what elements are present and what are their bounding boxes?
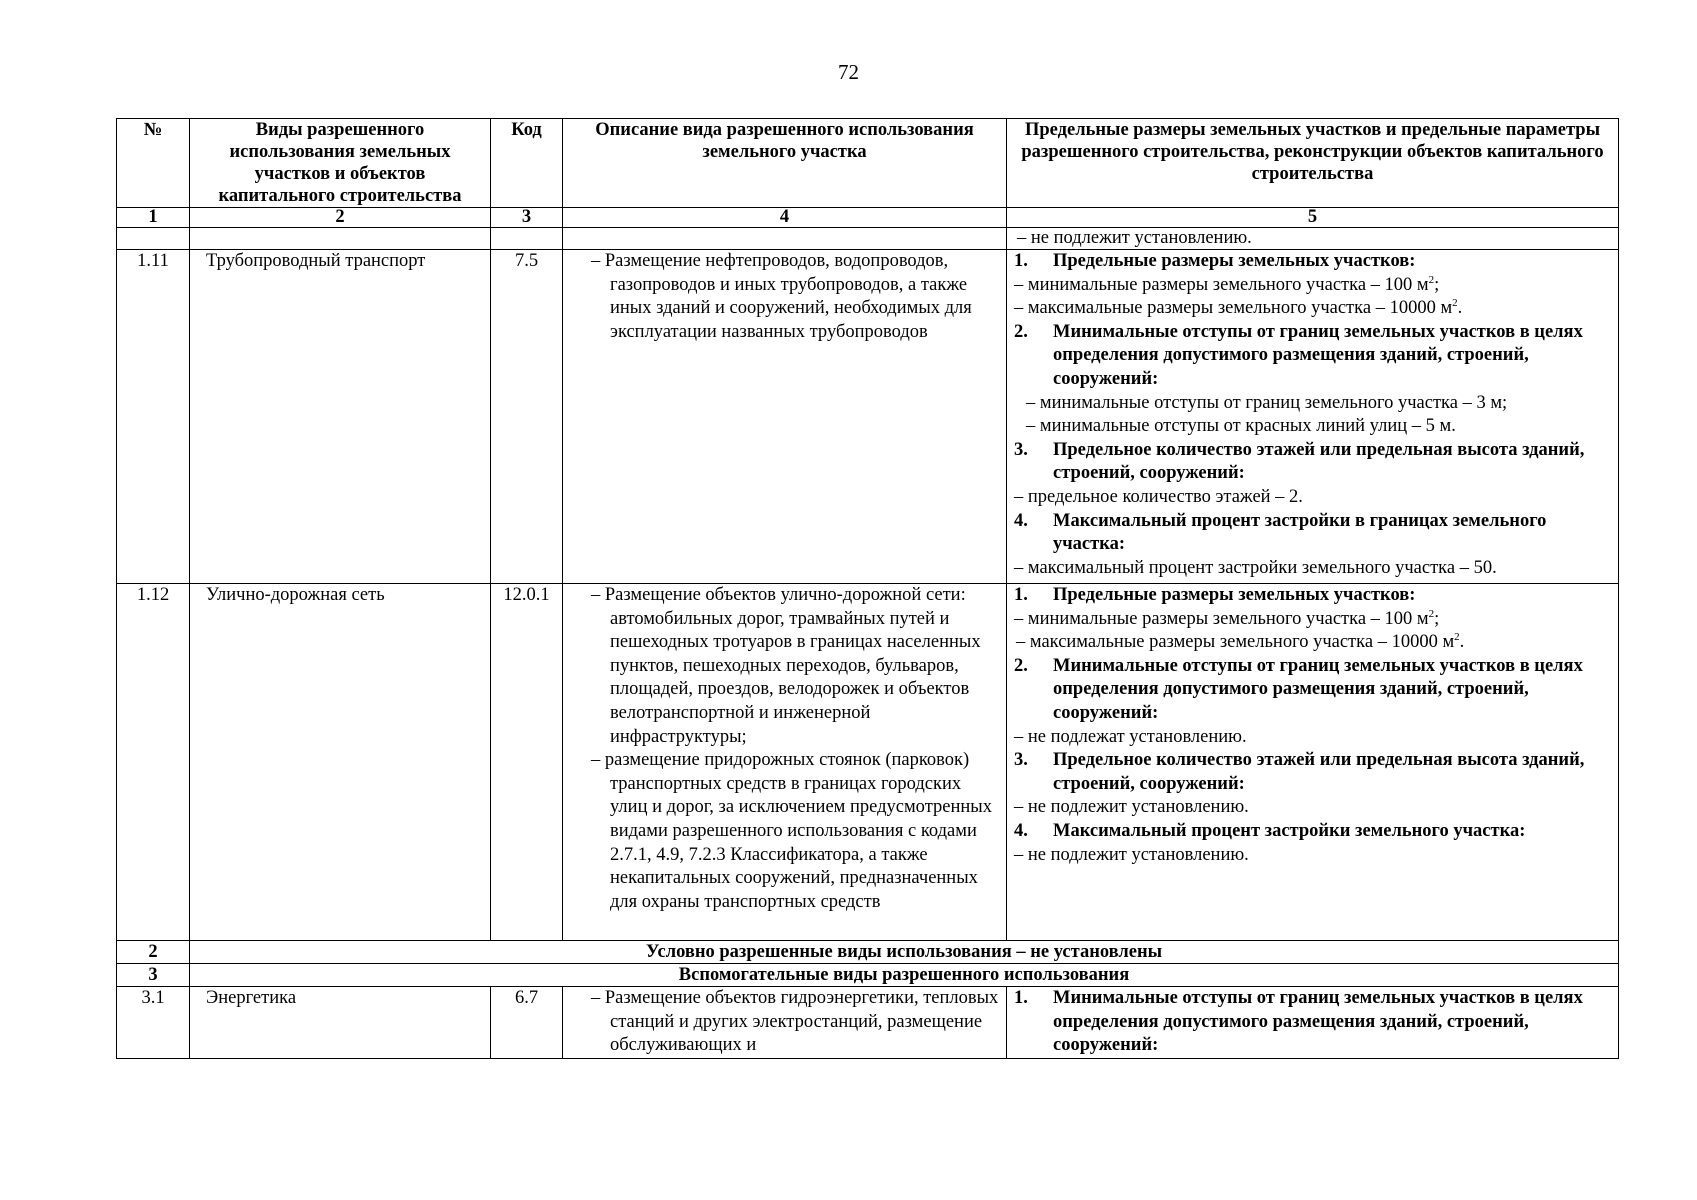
row-number: 3.1 bbox=[117, 987, 190, 1059]
column-number: 3 bbox=[491, 208, 563, 228]
row-number: 1.11 bbox=[117, 250, 190, 584]
param-heading: Минимальные отступы от границ земельных участков в целях определения допустимого размещения зданий, строений, сооружений: bbox=[1053, 655, 1583, 723]
use-type-code: 7.5 bbox=[491, 250, 563, 584]
description-item: – размещение придорожных стоянок (парковок) транспортных средств в границах городских улиц и дорог, за исключением предусмотренных видами разрешенного использования с кодами 2.7.1, 4.9, 7.2.3 Классификатора, а также некапитальных сооружений, предназначенных для охраны транспортных средств bbox=[591, 750, 992, 912]
parameters-cell: 1. Минимальные отступы от границ земельных участков в целях определения допустимого размещения зданий, строений, сооружений: bbox=[1007, 987, 1619, 1059]
param-line: – максимальный процент застройки земельного участка – 50. bbox=[1014, 557, 1497, 578]
parameters-cell: 1. Предельные размеры земельных участков: – минимальные размеры земельного участка – 100 $м^2$; – максимальные размеры земельного участка – 10000 $м^2$. 2. Минимальные отступы от границ земельных участков в целях определения допустимого размещения зданий, строений, сооружений: – не подлежат установлению. 3. Предельное количество этажей или предельная высота зданий, строений, сооружений: – не подлежит установлению. 4. Максимальный процент застройки земельного участка: – не подлежит установлению. bbox=[1007, 584, 1619, 941]
table-row bbox=[117, 250, 1619, 584]
param-heading: Максимальный процент застройки земельного участка: bbox=[1053, 820, 1526, 841]
section-title: Вспомогательные виды разрешенного использования bbox=[190, 964, 1619, 987]
param-heading: Максимальный процент застройки в границах земельного участка: bbox=[1053, 510, 1547, 555]
column-number: 1 bbox=[117, 208, 190, 228]
section-title: Условно разрешенные виды использования – не установлены bbox=[190, 941, 1619, 964]
use-description bbox=[563, 584, 1007, 941]
column-numbers-row bbox=[117, 208, 1619, 228]
header-parameters: Предельные размеры земельных участков и предельные параметры разрешенного строительства, реконструкции объектов капитального строительства bbox=[1007, 119, 1619, 208]
param-line: – не подлежит установлению. bbox=[1014, 844, 1249, 865]
page-number: 72 bbox=[838, 60, 859, 84]
description-item: – Размещение нефтепроводов, водопроводов, газопроводов и иных трубопроводов, а также иных зданий и сооружений, необходимых для эксплуатации названных трубопроводов bbox=[591, 251, 972, 342]
param-heading: Предельные размеры земельных участков: bbox=[1053, 251, 1416, 271]
row-number: 1.12 bbox=[117, 584, 190, 941]
param-line: – минимальные отступы от границ земельного участка – 3 м; bbox=[1026, 392, 1508, 413]
param-heading: Минимальные отступы от границ земельных участков в целях определения допустимого размещения зданий, строений, сооружений: bbox=[1053, 321, 1583, 389]
header-use-type: Виды разрешенного использования земельных участков и объектов капитального строительства bbox=[190, 119, 491, 208]
header-description: Описание вида разрешенного использования земельного участка bbox=[563, 119, 1007, 208]
param-heading: Предельные размеры земельных участков: bbox=[1053, 585, 1416, 605]
description-item: – Размещение объектов улично-дорожной сети: автомобильных дорог, трамвайных путей и пешеходных тротуаров в границах населенных пунктов, пешеходных переходов, бульваров, площадей, проездов, велодорожек и объектов велотранспортной и инженерной инфраструктуры; bbox=[591, 585, 981, 747]
column-number: 5 bbox=[1007, 208, 1619, 228]
section-row bbox=[117, 964, 1619, 987]
use-type-code: 6.7 bbox=[491, 987, 563, 1059]
section-number: 3 bbox=[117, 964, 190, 987]
param-line: – не подлежат установлению. bbox=[1014, 726, 1247, 747]
param-heading: Предельное количество этажей или предельная высота зданий, строений, сооружений: bbox=[1053, 750, 1585, 794]
continuation-text: – не подлежит установлению. bbox=[1007, 228, 1619, 250]
param-heading: Минимальные отступы от границ земельных участков в целях определения допустимого размещения зданий, строений, сооружений: bbox=[1053, 988, 1583, 1056]
table-header-row bbox=[117, 119, 1619, 208]
use-type-code: 12.0.1 bbox=[491, 584, 563, 941]
param-line: – минимальные отступы от красных линий улиц – 5 м. bbox=[1026, 416, 1456, 437]
use-description bbox=[563, 250, 1007, 584]
description-item: – Размещение объектов гидроэнергетики, тепловых станций и других электростанций, размещение обслуживающих и bbox=[591, 988, 999, 1056]
use-type-name: Улично-дорожная сеть bbox=[190, 584, 491, 941]
use-type-name: Энергетика bbox=[190, 987, 491, 1059]
parameters-cell: 1. Предельные размеры земельных участков: – минимальные размеры земельного участка – 100 $м^2$; – максимальные размеры земельного участка – 10000 $м^2$. 2. Минимальные отступы от границ земельных участков в целях определения допустимого размещения зданий, строений, сооружений: – минимальные отступы от границ земельного участка – 3 м; – минимальные отступы от красных линий улиц – 5 м. 3. Предельное количество этажей или предельная высота зданий, строений, сооружений: – предельное количество этажей – 2. 4. Максимальный процент застройки в границах земельного участка: – максимальный процент застройки земельного участка – 50. bbox=[1007, 250, 1619, 584]
table-row bbox=[117, 987, 1619, 1059]
use-description bbox=[563, 987, 1007, 1059]
section-number: 2 bbox=[117, 941, 190, 964]
continuation-row bbox=[117, 228, 1619, 250]
table-row bbox=[117, 584, 1619, 941]
column-number: 2 bbox=[190, 208, 491, 228]
header-number: № bbox=[117, 119, 190, 208]
param-line: – не подлежит установлению. bbox=[1014, 797, 1249, 818]
param-heading: Предельное количество этажей или предельная высота зданий, строений, сооружений: bbox=[1053, 439, 1585, 484]
regulations-table bbox=[116, 118, 1619, 1059]
param-line: – предельное количество этажей – 2. bbox=[1014, 486, 1303, 507]
column-number: 4 bbox=[563, 208, 1007, 228]
section-row bbox=[117, 941, 1619, 964]
header-code: Код bbox=[491, 119, 563, 208]
use-type-name: Трубопроводный транспорт bbox=[190, 250, 491, 584]
